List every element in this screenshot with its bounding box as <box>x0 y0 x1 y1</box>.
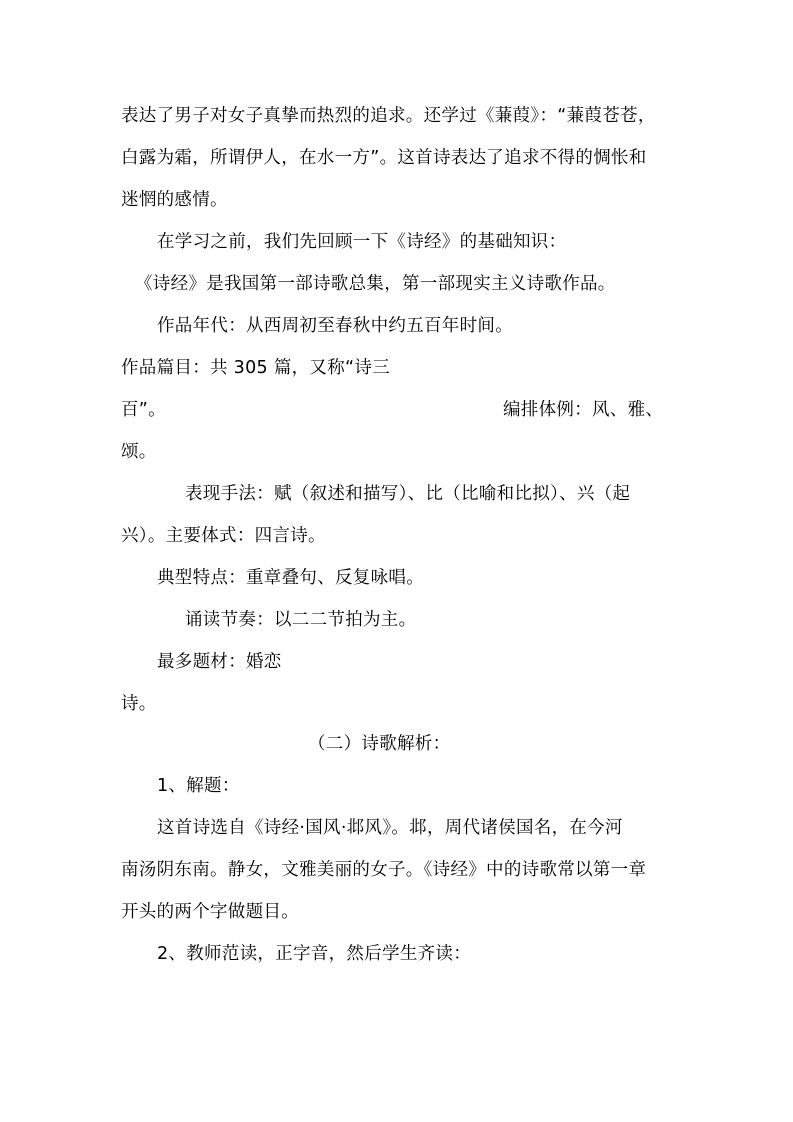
text-line: 表达了男子对女子真挚而热烈的追求。还学过《蒹葭》：“蒹葭苍苍， <box>121 106 656 126</box>
text-line: 颂。 <box>121 442 157 462</box>
text-line: 表现手法：赋（叙述和描写）、比（比喻和比拟）、兴（起 <box>185 484 631 504</box>
text-line: 在学习之前，我们先回顾一下《诗经》的基础知识： <box>157 232 567 252</box>
section-heading: （二）诗歌解析： <box>308 734 451 754</box>
text-line: 开头的两个字做题目。 <box>121 902 299 922</box>
text-line: 《诗经》是我国第一部诗歌总集，第一部现实主义诗歌作品。 <box>135 274 616 294</box>
text-line: 迷惘的感情。 <box>121 190 228 210</box>
text-line: 这首诗选自《诗经·国风·邶风》。邶，周代诸侯国名，在今河 <box>157 818 623 838</box>
text-line: 典型特点：重章叠句、反复咏唱。 <box>157 568 424 588</box>
text-line: 2、教师范读，正字音，然后学生齐读： <box>157 944 472 964</box>
text-line: 作品篇目：共 305 篇，又称“诗三 <box>121 358 390 378</box>
text-line: 最多题材：婚恋 <box>157 652 282 672</box>
text-line: 编排体例：风、雅、 <box>503 400 664 420</box>
text-line: 兴）。主要体式：四言诗。 <box>121 526 326 546</box>
text-line: 南汤阴东南。静女，文雅美丽的女子。《诗经》中的诗歌常以第一章 <box>121 860 647 880</box>
text-line: 诵读节奏：以二二节拍为主。 <box>185 610 417 630</box>
text-line: 白露为霜，所谓伊人，在水一方”。这首诗表达了追求不得的惆怅和 <box>121 148 647 168</box>
text-line: 1、解题： <box>157 776 240 796</box>
text-line: 百”。 <box>121 400 166 420</box>
text-line: 作品年代：从西周初至春秋中约五百年时间。 <box>157 316 513 336</box>
text-line: 诗。 <box>121 694 157 714</box>
